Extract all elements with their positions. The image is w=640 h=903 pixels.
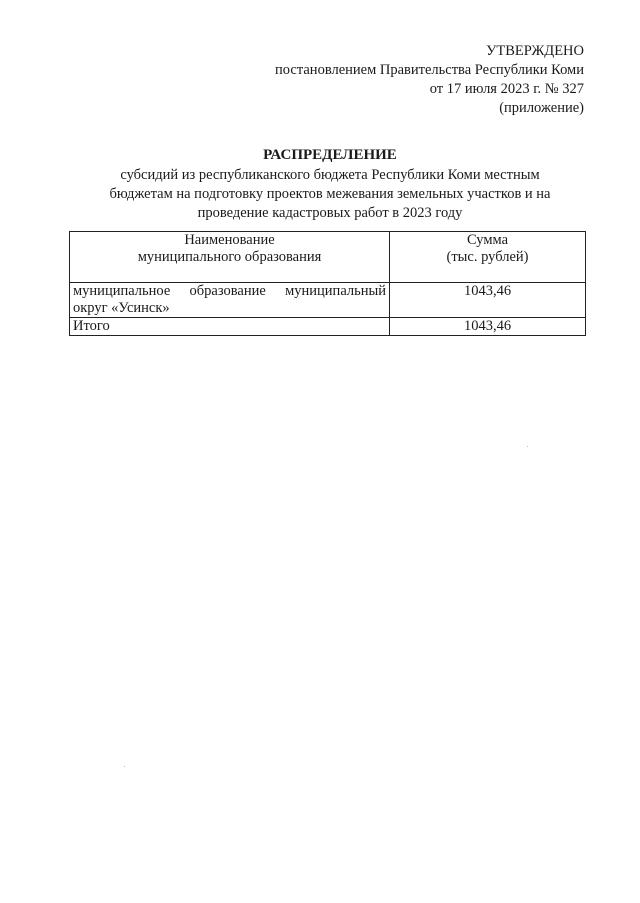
approval-date-number: от 17 июля 2023 г. № 327 xyxy=(429,81,584,97)
total-amount: 1043,46 xyxy=(390,318,586,336)
approval-decree: постановлением Правительства Республики Коми xyxy=(275,62,584,78)
document-title: РАСПРЕДЕЛЕНИЕ xyxy=(263,147,397,163)
header-amount: Сумма (тыс. рублей) xyxy=(390,232,586,283)
approval-title: УТВЕРЖДЕНО xyxy=(486,43,584,59)
subtitle-line: субсидий из республиканского бюджета Республики Коми местным xyxy=(120,167,540,183)
header-municipality: Наименование муниципального образования xyxy=(70,232,390,283)
municipality-name: муниципальное образование муниципальный округ «Усинск» xyxy=(70,283,390,318)
subtitle-line: проведение кадастровых работ в 2023 году xyxy=(197,205,463,221)
approval-attachment-note: (приложение) xyxy=(499,100,584,116)
table-row xyxy=(70,283,586,318)
table-header-row xyxy=(70,232,586,283)
total-row xyxy=(70,318,586,336)
document-heading xyxy=(70,146,590,223)
scan-speck xyxy=(527,446,528,447)
document-subtitle xyxy=(70,166,590,223)
approval-stamp xyxy=(164,42,584,118)
amount-value: 1043,46 xyxy=(390,283,586,318)
subtitle-line: бюджетам на подготовку проектов межевания земельных участков и на xyxy=(109,186,551,202)
distribution-table xyxy=(69,231,586,336)
scan-speck xyxy=(124,766,125,767)
total-label: Итого xyxy=(70,318,390,336)
